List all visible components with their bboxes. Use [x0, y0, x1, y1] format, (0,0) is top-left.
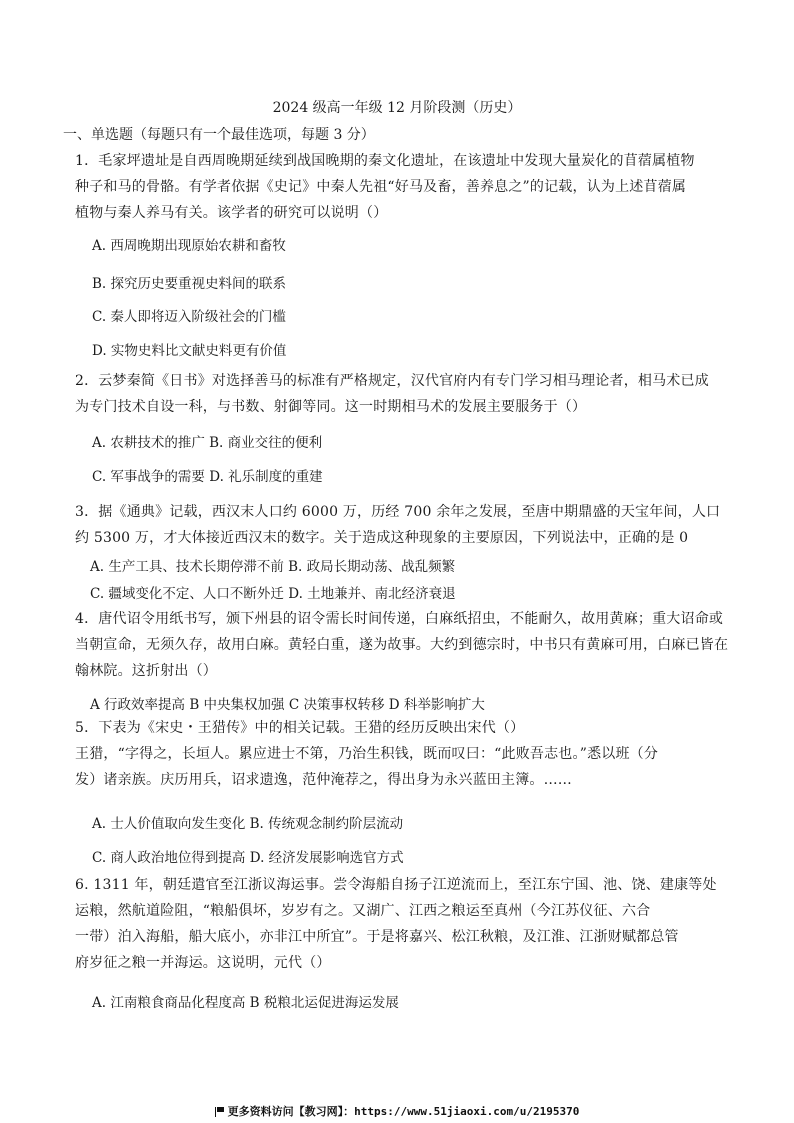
question-line: 运粮，然航道险阻，“粮船俱坏，岁岁有之。又湖广、江西之粮运至真州（今江苏仪征、六合: [75, 903, 651, 919]
q4-options: A 行政效率提高 B 中央集权加强 C 决策事权转移 D 科举影响扩大: [90, 697, 485, 713]
q3-option-ab: A. 生产工具、技术长期停滞不前 B. 政局长期动荡、战乱频繁: [90, 559, 456, 575]
question-line: 府岁征之粮一并海运。这说明，元代（）: [75, 955, 331, 971]
question-line: 种子和马的骨骼。有学者依据《史记》中秦人先祖“好马及畜，善养息之”的记载，认为上述苜蓿属: [75, 179, 687, 195]
footer-link[interactable]: [0, 1103, 794, 1119]
question-quote-line: 王猎，“字得之，长垣人。累应进士不第，乃治生积钱，既而叹曰：“此败吾志也。”悉以班（分: [75, 746, 659, 762]
question-line: 6. 1311 年，朝廷遣官至江浙议海运事。尝令海船自扬子江逆流而上，至江东宁国、池、饶、建康等处: [75, 877, 717, 893]
question-5: [75, 715, 735, 793]
q1-option-d: D. 实物史料比文献史料更有价值: [92, 343, 287, 359]
footer-text: 更多资料访问【教习网】：https://www.51jiaoxi.com/u/2195370: [227, 1105, 580, 1118]
question-line: 植物与秦人养马有关。该学者的研究可以说明（）: [75, 205, 388, 221]
q2-option-ab: A. 农耕技术的推广 B. 商业交往的便利: [92, 435, 323, 451]
question-line: 当朝宣命，无须久存，故用白麻。黄轻白重，遂为故事。大约到德宗时，中书只有黄麻可用，白麻已皆在: [75, 637, 729, 653]
page-title: 2024 级高一年级 12 月阶段测（历史）: [272, 100, 522, 116]
question-line: 约 5300 万，才大体接近西汉末的数字。关于造成这种现象的主要原因，下列说法中，正确的是 0: [75, 530, 689, 546]
question-line: 2．云梦秦简《日书》对选择善马的标准有严格规定，汉代官府内有专门学习相马理论者，相马术已成: [75, 373, 709, 389]
question-1: [75, 148, 735, 226]
question-line: 4．唐代诏令用纸书写，颁下州县的诏令需长时间传递，白麻纸招虫，不能耐久，故用黄麻；重大诏命或: [75, 611, 724, 627]
question-line: 一带）泊入海船，船大底小，亦非江中所宜”。于是将嘉兴、松江秋粮，及江淮、江浙财赋都总管: [75, 929, 679, 945]
question-2: [75, 368, 735, 420]
q1-option-b: B. 探究历史要重视史料间的联系: [92, 276, 287, 292]
section-heading: 一、单选题（每题只有一个最佳选项，每题 3 分）: [63, 127, 375, 143]
question-3: [75, 499, 735, 551]
q5-option-cd: C. 商人政治地位得到提高 D. 经济发展影响选官方式: [92, 850, 404, 866]
q6-option-ab: A. 江南粮食商品化程度高 B 税粮北运促进海运发展: [92, 995, 399, 1011]
q1-option-a: A. 西周晚期出现原始农耕和畜牧: [92, 238, 286, 254]
question-line: 5．下表为《宋史・王猎传》中的相关记载。王猎的经历反映出宋代（）: [75, 720, 525, 736]
flag-icon: [215, 1107, 224, 1116]
q1-option-c: C. 秦人即将迈入阶级社会的门槛: [92, 309, 286, 325]
question-line: 3．据《通典》记载，西汉末人口约 6000 万，历经 700 余年之发展，至唐中期鼎盛的天宝年间，人口: [75, 504, 721, 520]
question-6: [75, 872, 735, 976]
question-quote-line: 发）诸亲族。庆历用兵，诏求遗逸，范仲淹荐之，得出身为永兴蓝田主簿。……: [75, 772, 572, 788]
q5-option-ab: A. 士人价值取向发生变化 B. 传统观念制约阶层流动: [92, 816, 404, 832]
question-line: 1．毛家坪遗址是自西周晚期延续到战国晚期的秦文化遗址，在该遗址中发现大量炭化的苜蓿属植物: [75, 153, 695, 169]
question-line: 翰林院。这折射出（）: [75, 663, 217, 679]
q3-option-cd: C. 疆域变化不定、人口不断外迁 D. 土地兼并、南北经济衰退: [90, 586, 456, 602]
q2-option-cd: C. 军事战争的需要 D. 礼乐制度的重建: [92, 469, 323, 485]
question-4: [75, 606, 735, 684]
question-line: 为专门技术自设一科，与书数、射御等同。这一时期相马术的发展主要服务于（）: [75, 399, 587, 415]
